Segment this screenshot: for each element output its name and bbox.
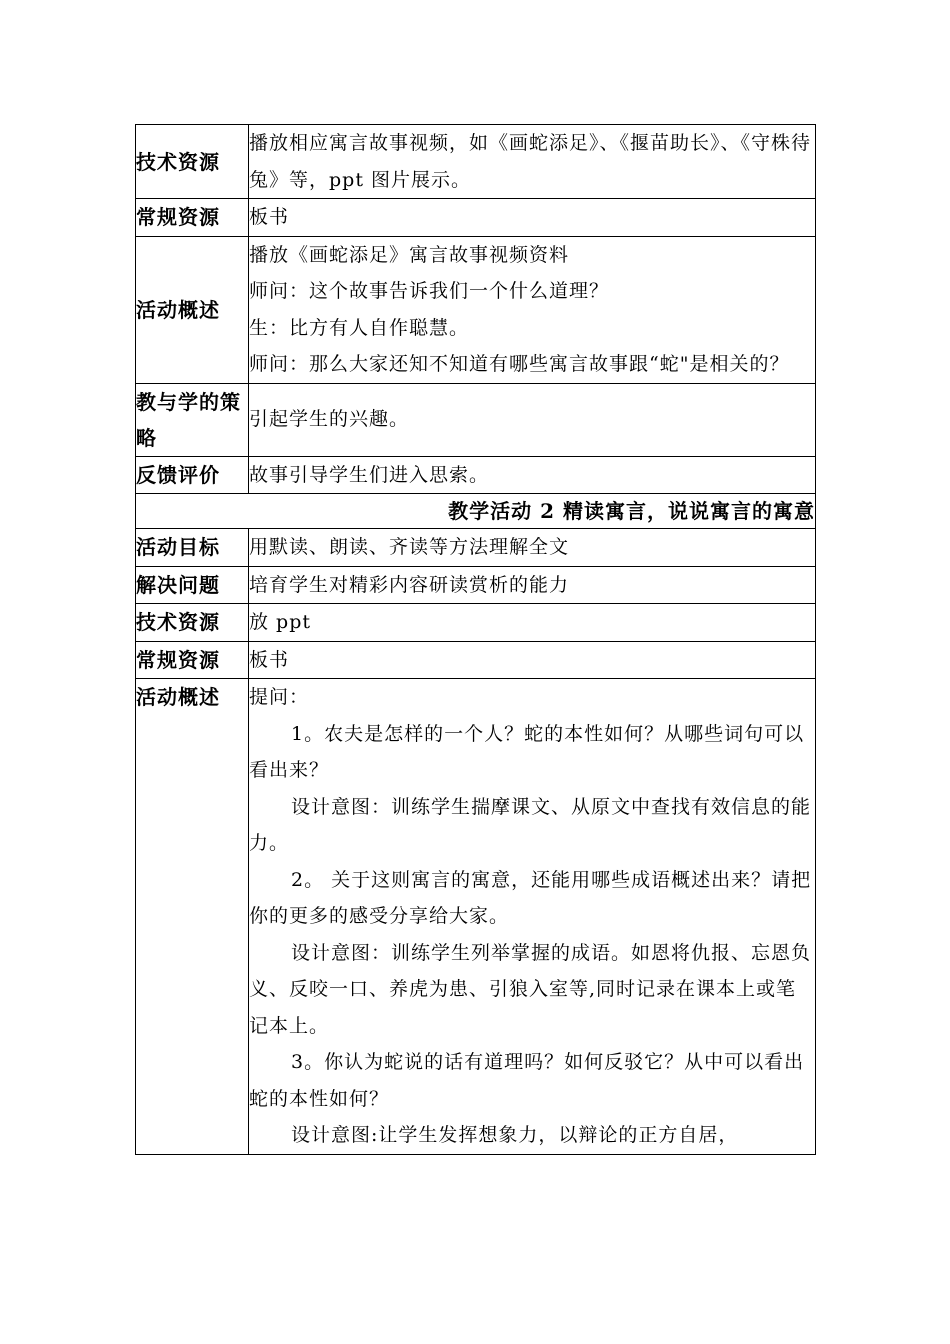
- table-row: [136, 566, 816, 604]
- text-line: 放 ppt: [249, 611, 312, 633]
- design-intent-3: 设计意图:让学生发挥想象力，以辩论的正方自居，: [291, 1124, 739, 1146]
- text-line: 故事引导学生们进入思索。: [249, 463, 490, 486]
- row-label-regular-resources: 常规资源: [136, 199, 249, 237]
- row-label-activity-goal: 活动目标: [136, 529, 249, 567]
- design-intent-2: 设计意图：训练学生列举掌握的成语。如恩将仇报、忘恩负义、反咬一口、养虎为患、引狼入室等,同时记录在课本上或笔记本上。: [249, 941, 812, 1037]
- row-value-activity-goal: [249, 529, 816, 567]
- row-label-activity-overview: 活动概述: [136, 236, 249, 383]
- table-row: [136, 641, 816, 679]
- table-row: [136, 604, 816, 642]
- text-line: 师问：这个故事告诉我们一个什么道理？: [249, 280, 610, 302]
- design-intent-1: 设计意图：训练学生揣摩课文、从原文中查找有效信息的能力。: [249, 795, 812, 854]
- row-label-feedback: 反馈评价: [136, 456, 249, 494]
- table-row: [136, 679, 816, 1155]
- table-row: [136, 529, 816, 567]
- row-label-problem-solved: 解决问题: [136, 566, 249, 604]
- text-line: 板书: [249, 206, 290, 228]
- text-line: 板书: [249, 648, 290, 671]
- overview-intro: 提问：: [249, 686, 310, 708]
- question-1: 1。农夫是怎样的一个人？蛇的本性如何？从哪些词句可以看出来？: [249, 722, 805, 781]
- text-line: 播放相应寓言故事视频，如《画蛇添足》、《揠苗助长》、《守株待兔》等，ppt 图片展示。: [249, 132, 812, 191]
- text-line: 引起学生的兴趣。: [249, 408, 410, 431]
- row-value-regular-resources-2: [249, 641, 816, 679]
- text-line: 师问：那么大家还知不知道有哪些寓言故事跟“蛇"是相关的？: [249, 353, 790, 375]
- row-label-regular-resources-2: 常规资源: [136, 641, 249, 679]
- section-title: 教学活动 2 精读寓言，说说寓言的寓意: [136, 494, 816, 529]
- lesson-plan-table: [135, 124, 816, 1155]
- text-line: 生：比方有人自作聪慧。: [249, 316, 470, 339]
- row-label-activity-overview-2: 活动概述: [136, 679, 249, 1155]
- row-label-tech-resources: 技术资源: [136, 125, 249, 199]
- row-label-teaching-strategy: 教与学的策略: [136, 383, 249, 456]
- table-row: [136, 494, 816, 529]
- row-value-teaching-strategy: [249, 383, 816, 456]
- question-3: 3。你认为蛇说的话有道理吗？如何反驳它？从中可以看出蛇的本性如何？: [249, 1051, 805, 1110]
- table-row: [136, 383, 816, 456]
- row-value-feedback: [249, 456, 816, 494]
- text-line: 培育学生对精彩内容研读赏析的能力: [249, 573, 570, 596]
- row-value-activity-overview-2: [249, 679, 816, 1155]
- text-line: 用默读、朗读、齐读等方法理解全文: [249, 536, 570, 558]
- row-value-tech-resources: [249, 125, 816, 199]
- row-value-activity-overview: [249, 236, 816, 383]
- row-label-tech-resources-2: 技术资源: [136, 604, 249, 642]
- table-row: [136, 199, 816, 237]
- row-value-problem-solved: [249, 566, 816, 604]
- table-row: [136, 125, 816, 199]
- row-value-tech-resources-2: [249, 604, 816, 642]
- question-2: 2。 关于这则寓言的寓意，还能用哪些成语概述出来？请把你的更多的感受分享给大家。: [249, 868, 812, 927]
- text-line: 播放《画蛇添足》寓言故事视频资料: [249, 243, 570, 266]
- table-row: [136, 236, 816, 383]
- row-value-regular-resources: [249, 199, 816, 237]
- table-row: [136, 456, 816, 494]
